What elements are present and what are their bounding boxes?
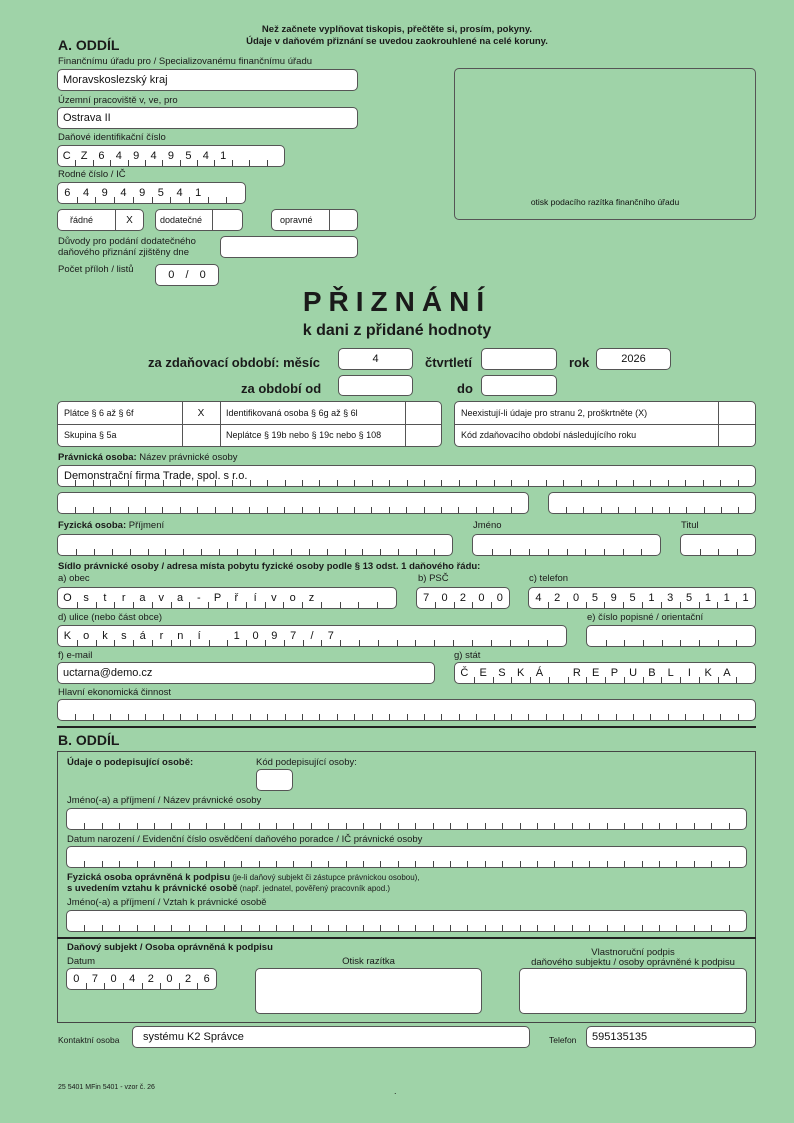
city-field[interactable] — [57, 587, 397, 609]
first-name-field[interactable] — [472, 534, 661, 556]
signer-name-field[interactable] — [66, 808, 747, 830]
character-cell: r — [159, 630, 164, 642]
character-cell: 5 — [157, 187, 164, 199]
character-cell: Č — [460, 667, 469, 679]
character-cell: S — [498, 667, 506, 679]
character-cell: 4 — [176, 187, 183, 199]
contact-person-label: Kontaktní osoba — [58, 1035, 120, 1045]
character-cell: 2 — [554, 592, 561, 604]
birth-date-field[interactable] — [66, 846, 747, 868]
additional-filing-option[interactable] — [155, 209, 243, 231]
character-cell: 6 — [64, 187, 71, 199]
character-cell: K — [516, 667, 525, 679]
signature-label-2: daňového subjektu / osoby oprávněné k podpisu — [531, 957, 735, 968]
stamp-label: Otisk razítka — [342, 956, 395, 967]
character-cell: 0 — [252, 630, 259, 642]
character-cell: - — [196, 592, 201, 604]
nonpayer-label: Neplátce § 19b nebo § 19c nebo § 108 — [226, 430, 382, 440]
house-number-label: e) číslo popisné / orientační — [587, 612, 704, 623]
character-cell: 9 — [101, 187, 108, 199]
regional-office-field[interactable]: Ostrava II — [57, 107, 358, 129]
tax-office-label: Finančnímu úřadu pro / Specializovanému finančnímu úřadu — [58, 56, 313, 67]
signer-label: Údaje o podepisující osobě: — [67, 757, 194, 768]
signer-name-label: Jméno(-a) a příjmení / Název právnické osoby — [67, 795, 262, 806]
character-cell: 1 — [648, 592, 655, 604]
character-cell: E — [479, 667, 487, 679]
legal-person-name-line-2[interactable] — [57, 492, 529, 514]
period-from-label: za období od — [241, 381, 322, 396]
office-stamp-box — [454, 68, 756, 220]
regular-filing-mark: X — [126, 214, 133, 226]
phone-label: c) telefon — [529, 573, 569, 584]
zip-field[interactable] — [416, 587, 510, 609]
street-label: d) ulice (nebo část obce) — [58, 612, 163, 623]
street-field[interactable] — [57, 625, 567, 647]
identified-person-label: Identifikovaná osoba § 6g až § 6l — [226, 408, 358, 418]
character-cell: A — [723, 667, 731, 679]
character-cell: 2 — [459, 592, 467, 604]
character-cell: Z — [80, 150, 88, 162]
character-cell: 0 — [166, 973, 173, 985]
period-to-field[interactable] — [481, 375, 557, 396]
character-cell: 5 — [629, 592, 636, 604]
character-cell: / — [310, 630, 314, 642]
economic-activity-field[interactable] — [57, 699, 756, 721]
character-cell: o — [289, 592, 296, 604]
contact-phone-label: Telefon — [549, 1035, 577, 1045]
notice-line-1: Než začnete vyplňovat tiskopis, přečtěte si, prosím, pokyny. — [261, 24, 533, 35]
character-cell: n — [177, 630, 184, 642]
character-cell: 1 — [195, 187, 202, 199]
contact-phone-field[interactable]: 595135135 — [586, 1026, 756, 1048]
character-cell: P — [610, 667, 619, 679]
no-data-label: Neexistují-li údaje pro stranu 2, proškrtněte (X) — [461, 408, 648, 418]
character-cell: B — [648, 667, 656, 679]
vat-id-field[interactable] — [57, 145, 285, 167]
character-cell: í — [253, 592, 257, 604]
payer-mark[interactable]: X — [197, 407, 205, 419]
character-cell: U — [629, 667, 638, 679]
character-cell: 1 — [220, 150, 227, 162]
signer-code-field[interactable] — [256, 769, 293, 791]
quarter-field[interactable] — [481, 348, 557, 370]
character-cell: 4 — [129, 973, 136, 985]
character-cell — [549, 663, 568, 683]
signer-code-label: Kód podepisující osoby: — [256, 757, 357, 768]
period-from-field[interactable] — [338, 375, 413, 396]
character-cell: C — [62, 150, 71, 162]
vat-id-label: Daňové identifikační číslo — [58, 132, 166, 143]
character-cell: I — [687, 667, 691, 679]
corrective-filing-option[interactable] — [271, 209, 358, 231]
title-label: Titul — [681, 520, 699, 531]
character-cell: 1 — [233, 630, 240, 642]
additional-options-table — [454, 401, 756, 447]
character-cell: 4 — [535, 592, 542, 604]
authorized-label-2: s uvedením vztahu k právnické osobě (např. jednatel, pověřený pracovník apod.) — [67, 883, 391, 894]
phone-field[interactable] — [528, 587, 756, 609]
character-cell: 7 — [290, 630, 297, 642]
character-cell: 0 — [441, 592, 448, 604]
field-text: Demonstrační firma Trade, spol. s r.o. — [64, 470, 248, 482]
character-cell: 4 — [150, 150, 157, 162]
birth-number-label: Rodné číslo / IČ — [58, 169, 126, 180]
period-label: za zdaňovací období: měsíc — [148, 355, 320, 370]
character-cell: 5 — [591, 592, 598, 604]
zip-label: b) PSČ — [418, 573, 449, 584]
signature-label-1: Vlastnoruční podpis — [591, 947, 675, 958]
signature-divider — [57, 937, 756, 939]
quarter-label: čtvrtletí — [425, 355, 472, 370]
reasons-label-1: Důvody pro podání dodatečného — [58, 236, 196, 247]
character-cell: 6 — [98, 150, 105, 162]
character-cell: z — [308, 592, 315, 604]
regular-filing-option[interactable] — [57, 209, 144, 231]
character-cell: v — [271, 592, 277, 604]
date-label: Datum — [67, 956, 95, 967]
signature-date-field[interactable] — [66, 968, 217, 990]
character-cell: 9 — [271, 630, 278, 642]
character-cell: 4 — [82, 187, 90, 199]
character-cell: 9 — [139, 187, 146, 199]
character-cell: 4 — [120, 187, 127, 199]
group-label: Skupina § 5a — [64, 430, 117, 440]
year-field[interactable]: 2026 — [596, 348, 671, 370]
birth-date-label: Datum narození / Evidenční číslo osvědčení daňového poradce / IČ právnické osoby — [67, 834, 423, 845]
next-period-label: Kód zdaňovacího období následujícího roku — [461, 430, 637, 440]
character-cell: 0 — [496, 592, 503, 604]
reasons-label-2: daňového přiznání zjištěny dne — [58, 247, 189, 258]
authorized-name-field[interactable] — [66, 910, 747, 932]
character-cell: 0 — [110, 973, 117, 985]
house-number-field[interactable] — [586, 625, 756, 647]
character-cell — [209, 626, 228, 646]
character-cell: 0 — [478, 592, 485, 604]
character-cell: Á — [535, 667, 544, 679]
character-cell: 3 — [667, 592, 674, 604]
character-cell: 0 — [573, 592, 580, 604]
form-subtitle: k dani z přidané hodnoty — [302, 322, 492, 339]
email-label: f) e-mail — [58, 650, 93, 661]
section-b-divider — [57, 726, 756, 728]
notice-line-2: Údaje v daňovém přiznání se uvedou zaokrouhlené na celé koruny. — [246, 36, 548, 47]
section-b-title: B. ODDÍL — [58, 732, 120, 748]
character-cell: 5 — [686, 592, 693, 604]
character-cell: v — [158, 592, 164, 604]
character-cell: a — [139, 592, 146, 604]
form-code: 25 5401 MFin 5401 - vzor č. 26 — [58, 1084, 155, 1091]
reasons-date-field[interactable] — [220, 236, 358, 258]
character-cell: R — [572, 667, 581, 679]
state-field[interactable] — [454, 662, 756, 684]
address-heading: Sídlo právnické osoby / adresa místa pobytu fyzické osoby podle § 13 odst. 1 daňového řádu: — [58, 561, 481, 572]
first-name-label: Jméno — [473, 520, 502, 531]
character-cell: r — [121, 592, 126, 604]
stamp-box — [255, 968, 482, 1014]
character-cell: 1 — [704, 592, 711, 604]
attachments-field[interactable]: 0 / 0 — [155, 264, 219, 286]
legal-person-name-line-3[interactable] — [548, 492, 756, 514]
character-cell: 4 — [115, 150, 122, 162]
character-cell: s — [121, 630, 127, 642]
character-cell: 9 — [167, 150, 175, 162]
tax-office-field[interactable]: Moravskoslezský kraj — [57, 69, 358, 91]
legal-person-name-field[interactable] — [57, 465, 756, 487]
section-a-title: A. ODDÍL — [58, 37, 120, 53]
character-cell: t — [103, 592, 107, 604]
character-cell: K — [63, 630, 72, 642]
character-cell: á — [139, 630, 146, 642]
regional-office-label: Územní pracoviště v, ve, pro — [58, 95, 178, 106]
character-cell: k — [102, 630, 108, 642]
character-cell: 5 — [185, 150, 192, 162]
attachments-label: Počet příloh / listů — [58, 264, 134, 275]
character-cell: P — [213, 592, 222, 604]
email-field[interactable]: uctarna@demo.cz — [57, 662, 435, 684]
character-cell: í — [197, 630, 201, 642]
form-title: PŘIZNÁNÍ — [302, 286, 492, 317]
subject-label: Daňový subjekt / Osoba oprávněná k podpisu — [67, 942, 273, 953]
character-cell: 1 — [742, 592, 749, 604]
month-field[interactable]: 4 — [338, 348, 413, 370]
character-cell: 1 — [723, 592, 730, 604]
character-cell: 7 — [327, 630, 334, 642]
payer-label: Plátce § 6 až § 6f — [64, 408, 134, 418]
natural-person-label: Fyzická osoba: Příjmení — [58, 520, 165, 531]
regular-filing-label: řádné — [70, 215, 94, 225]
surname-field[interactable] — [57, 534, 453, 556]
signature-box — [519, 968, 747, 1014]
character-cell: 9 — [610, 592, 617, 604]
state-label: g) stát — [454, 650, 481, 661]
taxpayer-status-table — [57, 401, 442, 447]
title-field[interactable] — [680, 534, 756, 556]
character-cell: o — [83, 630, 90, 642]
corrective-filing-label: opravné — [280, 215, 313, 225]
character-cell: 9 — [133, 150, 140, 162]
birth-number-field[interactable] — [57, 182, 246, 204]
additional-filing-label: dodatečné — [160, 215, 203, 225]
character-cell: s — [83, 592, 89, 604]
economic-activity-label: Hlavní ekonomická činnost — [58, 687, 171, 698]
city-label: a) obec — [58, 573, 90, 584]
character-cell: 2 — [147, 973, 154, 985]
authorized-label-1: Fyzická osoba oprávněná k podpisu (je-li daňový subjekt či zástupce právnickou osobou), — [67, 872, 420, 883]
footer-dot: . — [394, 1086, 397, 1096]
character-cell: 0 — [73, 973, 80, 985]
character-cell: 7 — [91, 973, 98, 985]
legal-person-label: Právnická osoba: Název právnické osoby — [58, 452, 238, 463]
character-cell: 6 — [203, 973, 210, 985]
contact-person-field[interactable]: systému K2 Správce — [132, 1026, 530, 1048]
character-cell: L — [667, 667, 674, 679]
character-cell: 2 — [185, 973, 192, 985]
character-cell: 4 — [202, 150, 209, 162]
authorized-name-label: Jméno(-a) a příjmení / Vztah k právnické osobě — [67, 897, 267, 908]
character-cell: ř — [234, 592, 239, 604]
period-to-label: do — [457, 381, 473, 396]
year-label: rok — [569, 355, 590, 370]
office-stamp-label: otisk podacího razítka finančního úřadu — [530, 197, 680, 207]
character-cell: E — [591, 667, 600, 679]
character-cell: K — [704, 667, 712, 679]
character-cell: 7 — [423, 592, 430, 604]
character-cell: O — [63, 592, 72, 604]
character-cell: a — [176, 592, 184, 604]
